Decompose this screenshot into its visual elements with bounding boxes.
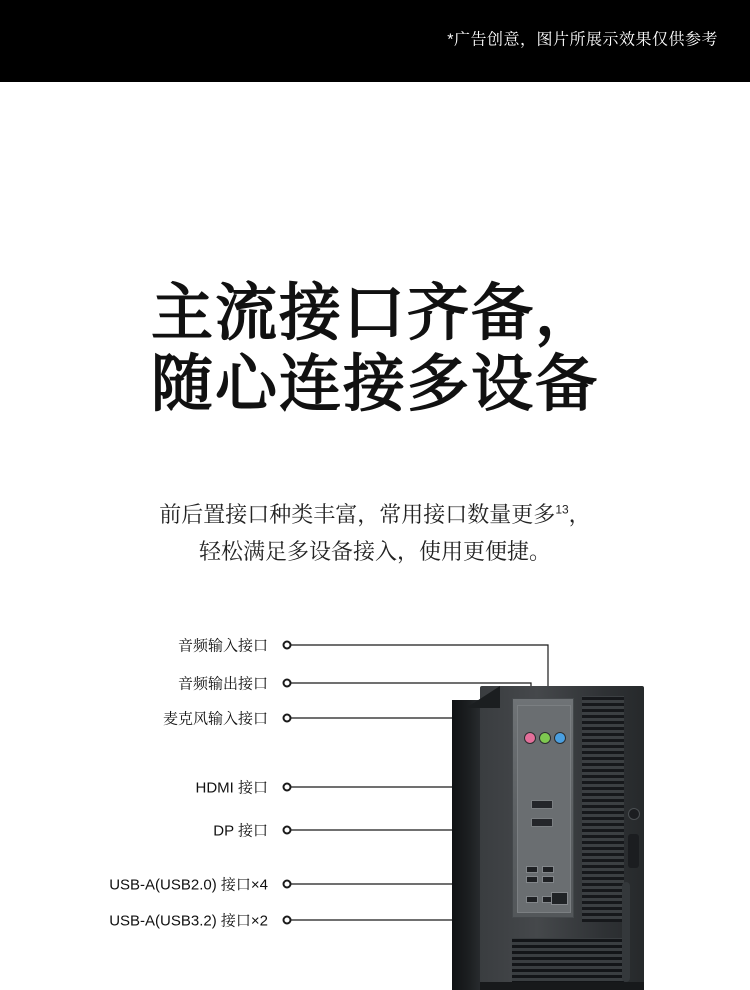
advertising-disclaimer: *广告创意，图片所展示效果仅供参考	[447, 31, 718, 49]
hdmi-port-icon	[531, 800, 553, 809]
rear-vent-grill	[582, 696, 624, 922]
tower-left-edge	[452, 700, 482, 990]
usb-a-32-port-icon	[526, 896, 538, 903]
callout-dot-audio-out	[283, 679, 292, 688]
headline-line-1: 主流接口齐备，	[150, 279, 599, 348]
io-shield-inner	[517, 705, 571, 913]
callout-dot-mic-in	[283, 714, 292, 723]
footnote-marker: 13	[555, 502, 569, 517]
callout-dot-hdmi	[283, 783, 292, 792]
audio-out-jack-icon	[539, 732, 551, 744]
desktop-tower-illustration	[452, 686, 644, 990]
callout-label-audio-out: 音频输出接口	[177, 675, 268, 693]
callout-dot-dp	[283, 826, 292, 835]
headline-line-2: 随心连接多设备	[150, 350, 599, 420]
io-shield-plate	[512, 698, 574, 918]
dp-port-icon	[531, 818, 553, 827]
callout-dot-usb-a-20	[283, 880, 292, 889]
audio-in-jack-icon	[554, 732, 566, 744]
ethernet-port-icon	[551, 892, 568, 905]
tower-base-shadow	[480, 982, 644, 990]
callout-label-usb-a-32: USB-A(USB3.2) 接口×2	[109, 912, 268, 930]
callout-label-mic-in: 麦克风输入接口	[162, 710, 268, 728]
usb-a-20-port-icon	[542, 866, 554, 873]
callout-dot-usb-a-32	[283, 916, 292, 925]
tower-side-knob	[628, 808, 640, 820]
subtitle	[0, 496, 750, 571]
top-banner	[0, 0, 750, 82]
page-title	[0, 278, 750, 421]
callout-label-dp: DP 接口	[213, 822, 268, 840]
tower-side-strip	[628, 834, 639, 868]
subtitle-line-2: 轻松满足多设备接入，使用更便捷。	[198, 539, 551, 565]
usb-a-20-port-icon	[526, 866, 538, 873]
callout-label-hdmi: HDMI 接口	[195, 779, 268, 797]
callout-label-audio-in: 音频输入接口	[177, 637, 268, 655]
tower-side-bar	[622, 882, 630, 982]
mic-in-jack-icon	[524, 732, 536, 744]
port-callout-diagram	[0, 620, 750, 990]
subtitle-line-1-tail: ，	[568, 502, 591, 527]
subtitle-line-1	[0, 496, 750, 533]
usb-a-20-port-icon	[542, 876, 554, 883]
callout-dot-audio-in	[283, 641, 292, 650]
subtitle-line-1-text: 前后置接口种类丰富，常用接口数量更多	[159, 502, 556, 527]
callout-label-usb-a-20: USB-A(USB2.0) 接口×4	[109, 876, 268, 894]
usb-a-20-port-icon	[526, 876, 538, 883]
